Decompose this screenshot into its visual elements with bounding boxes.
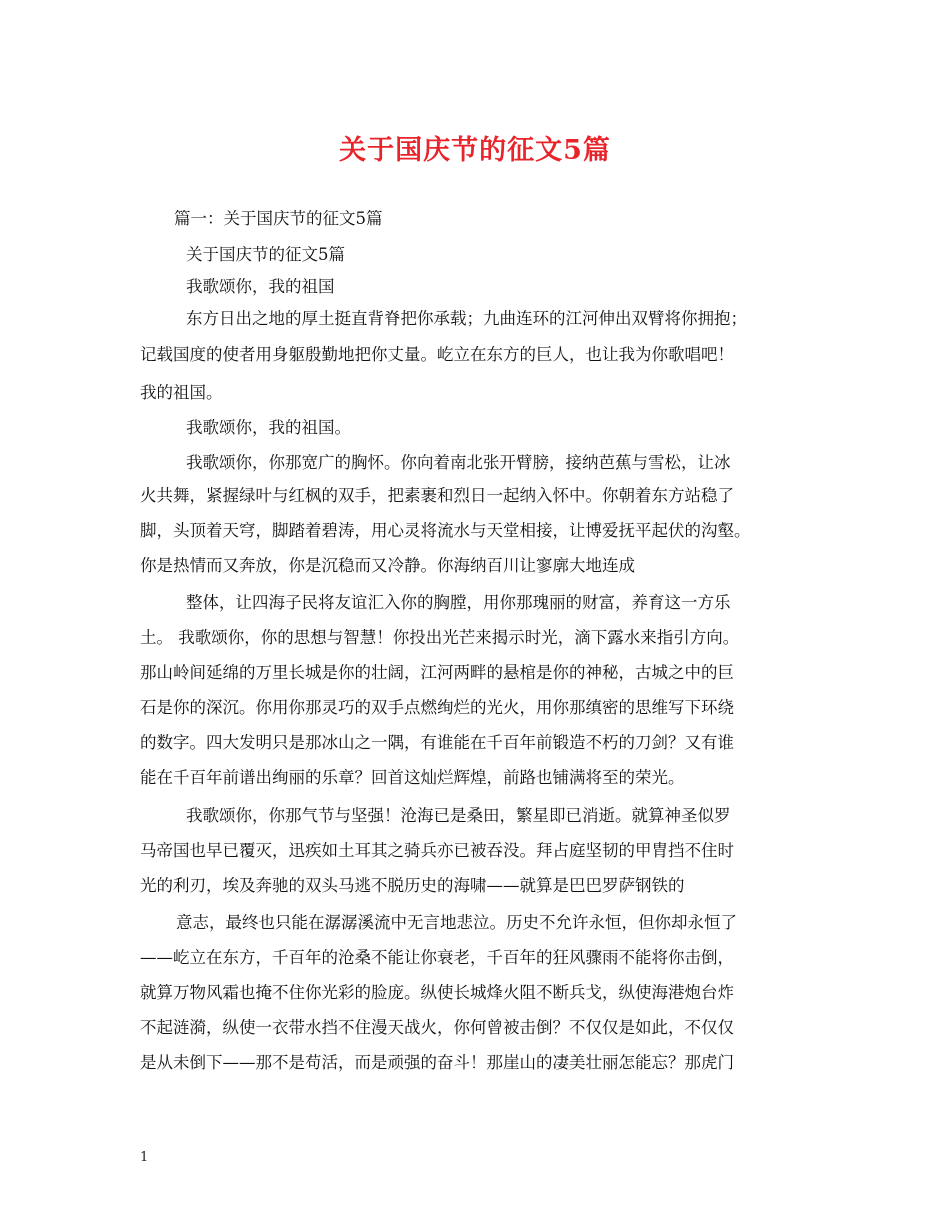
document-title: 关于国庆节的征文5篇 <box>339 135 611 166</box>
text-line: 篇一：关于国庆节的征文5篇 <box>174 209 383 228</box>
page-number: 1 <box>140 1150 149 1165</box>
text-line: 是从未倒下——那不是苟活，而是顽强的奋斗！那崖山的凄美壮丽怎能忘？那虎门 <box>140 1053 734 1072</box>
text-line: 光的利刃，埃及奔驰的双头马逃不脱历史的海啸——就算是巴巴罗萨钢铁的 <box>140 876 685 895</box>
text-line: 脚，头顶着天穹，脚踏着碧涛，用心灵将流水与天堂相接，让博爱抚平起伏的沟壑。 <box>140 521 751 540</box>
text-line: 我的祖国。 <box>140 383 223 402</box>
text-line: 我歌颂你，你那气节与坚强！沧海已是桑田，繁星即已消逝。就算神圣似罗 <box>186 806 731 825</box>
text-line: 马帝国也早已覆灭，迅疾如土耳其之骑兵亦已被吞没。拜占庭坚韧的甲胄挡不住时 <box>140 841 734 860</box>
text-line: 意志，最终也只能在潺潺溪流中无言地悲泣。历史不允许永恒，但你却永恒了 <box>176 913 737 932</box>
text-line: 不起涟漪，纵使一衣带水挡不住漫天战火，你何曾被击倒？不仅仅是如此，不仅仅 <box>140 1018 734 1037</box>
text-line: 石是你的深沉。你用你那灵巧的双手点燃绚烂的光火，用你那缜密的思维写下环绕 <box>140 698 734 717</box>
text-line: 我歌颂你，我的祖国 <box>186 277 335 296</box>
text-line: 记载国度的使者用身躯殷勤地把你丈量。屹立在东方的巨人，也让我为你歌唱吧！ <box>140 345 734 364</box>
text-line: 我歌颂你，你那宽广的胸怀。你向着南北张开臂膀，接纳芭蕉与雪松，让冰 <box>186 453 731 472</box>
text-line: 我歌颂你，我的祖国。 <box>186 418 351 437</box>
text-line: 你是热情而又奔放，你是沉稳而又冷静。你海纳百川让寥廓大地连成 <box>140 556 635 575</box>
text-line: 整体，让四海子民将友谊汇入你的胸膛，用你那瑰丽的财富，养育这一方乐 <box>186 593 731 612</box>
text-line: ——屹立在东方，千百年的沧桑不能让你衰老，千百年的狂风骤雨不能将你击倒， <box>140 948 734 967</box>
text-line: 东方日出之地的厚土挺直背脊把你承载；九曲连环的江河伸出双臂将你拥抱； <box>186 309 747 328</box>
text-line: 土。 我歌颂你，你的思想与智慧！你投出光芒来揭示时光，滴下露水来指引方向。 <box>140 628 740 647</box>
text-line: 能在千百年前谱出绚丽的乐章？回首这灿烂辉煌，前路也铺满将至的荣光。 <box>140 768 685 787</box>
text-line: 那山岭间延绵的万里长城是你的壮阔，江河两畔的悬棺是你的神秘，古城之中的巨 <box>140 663 734 682</box>
text-line: 火共舞，紧握绿叶与红枫的双手，把素裹和烈日一起纳入怀中。你朝着东方站稳了 <box>140 486 734 505</box>
text-line: 就算万物风霜也掩不住你光彩的脸庞。纵使长城烽火阻不断兵戈，纵使海港炮台炸 <box>140 983 734 1002</box>
text-line: 的数字。四大发明只是那冰山之一隅，有谁能在千百年前锻造不朽的刀剑？又有谁 <box>140 733 734 752</box>
text-line: 关于国庆节的征文5篇 <box>186 245 345 264</box>
